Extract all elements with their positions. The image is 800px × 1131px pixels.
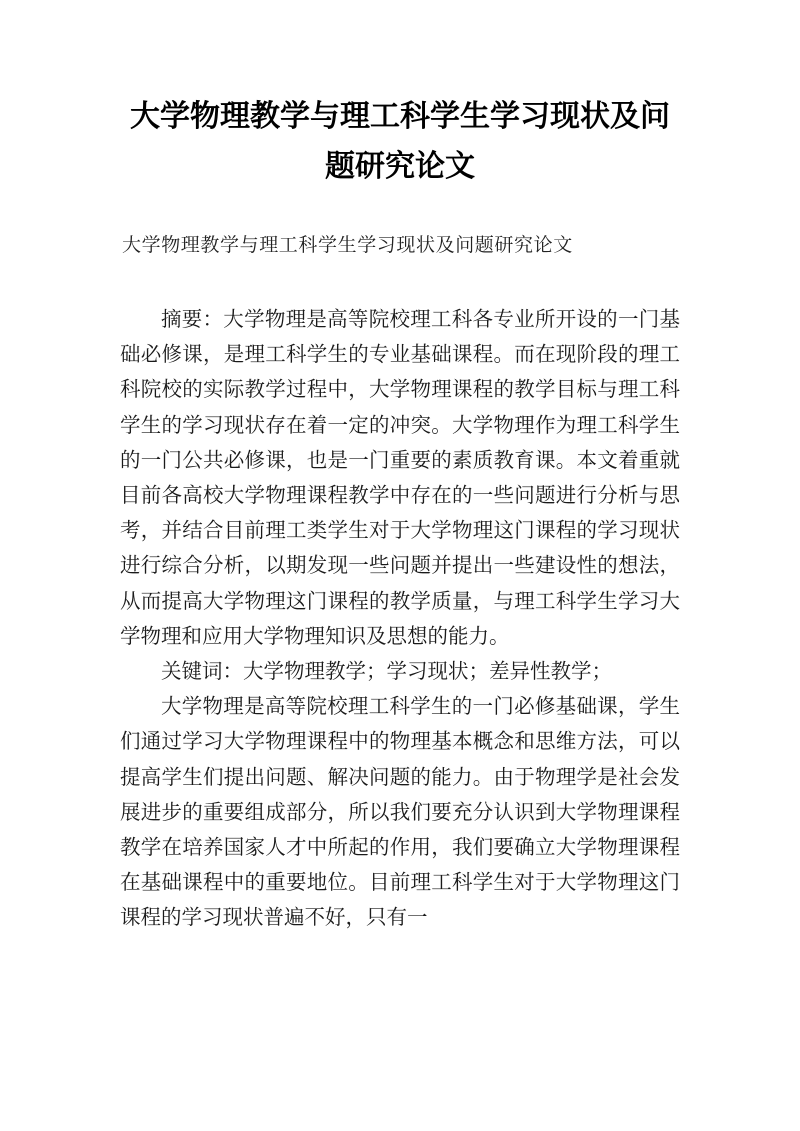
title-line-1: 大学物理教学与理工科学生学习现状及问 bbox=[130, 99, 670, 134]
body-paragraph: 大学物理是高等院校理工科学生的一门必修基础课，学生们通过学习大学物理课程中的物理基本概念和思维方法，可以提高学生们提出问题、解决问题的能力。由于物理学是社会发展进步的重要组成部分，所以我们要充分认识到大学物理课程教学在培养国家人才中所起的作用，我们要确立大学物理课程在基础课程中的重要地位。目前理工科学生对于大学物理这门课程的学习现状普遍不好，只有一 bbox=[120, 694, 680, 930]
title-line-2: 题研究论文 bbox=[325, 149, 475, 184]
document-subtitle: 大学物理教学与理工科学生学习现状及问题研究论文 bbox=[122, 234, 573, 256]
keywords-paragraph: 关键词：大学物理教学；学习现状；差异性教学； bbox=[161, 659, 612, 684]
document-title bbox=[110, 92, 690, 192]
abstract-paragraph: 摘要：大学物理是高等院校理工科各专业所开设的一门基础必修课，是理工科学生的专业基础课程。而在现阶段的理工科院校的实际教学过程中，大学物理课程的教学目标与理工科学生的学习现状存在着一定的冲突。大学物理作为理工科学生的一门公共必修课，也是一门重要的素质教育课。本文着重就目前各高校大学物理课程教学中存在的一些问题进行分析与思考，并结合目前理工类学生对于大学物理这门课程的学习现状进行综合分析，以期发现一些问题并提出一些建设性的想法，从而提高大学物理这门课程的教学质量，与理工科学生学习大学物理和应用大学物理知识及思想的能力。 bbox=[120, 307, 680, 648]
document-body bbox=[120, 302, 680, 936]
